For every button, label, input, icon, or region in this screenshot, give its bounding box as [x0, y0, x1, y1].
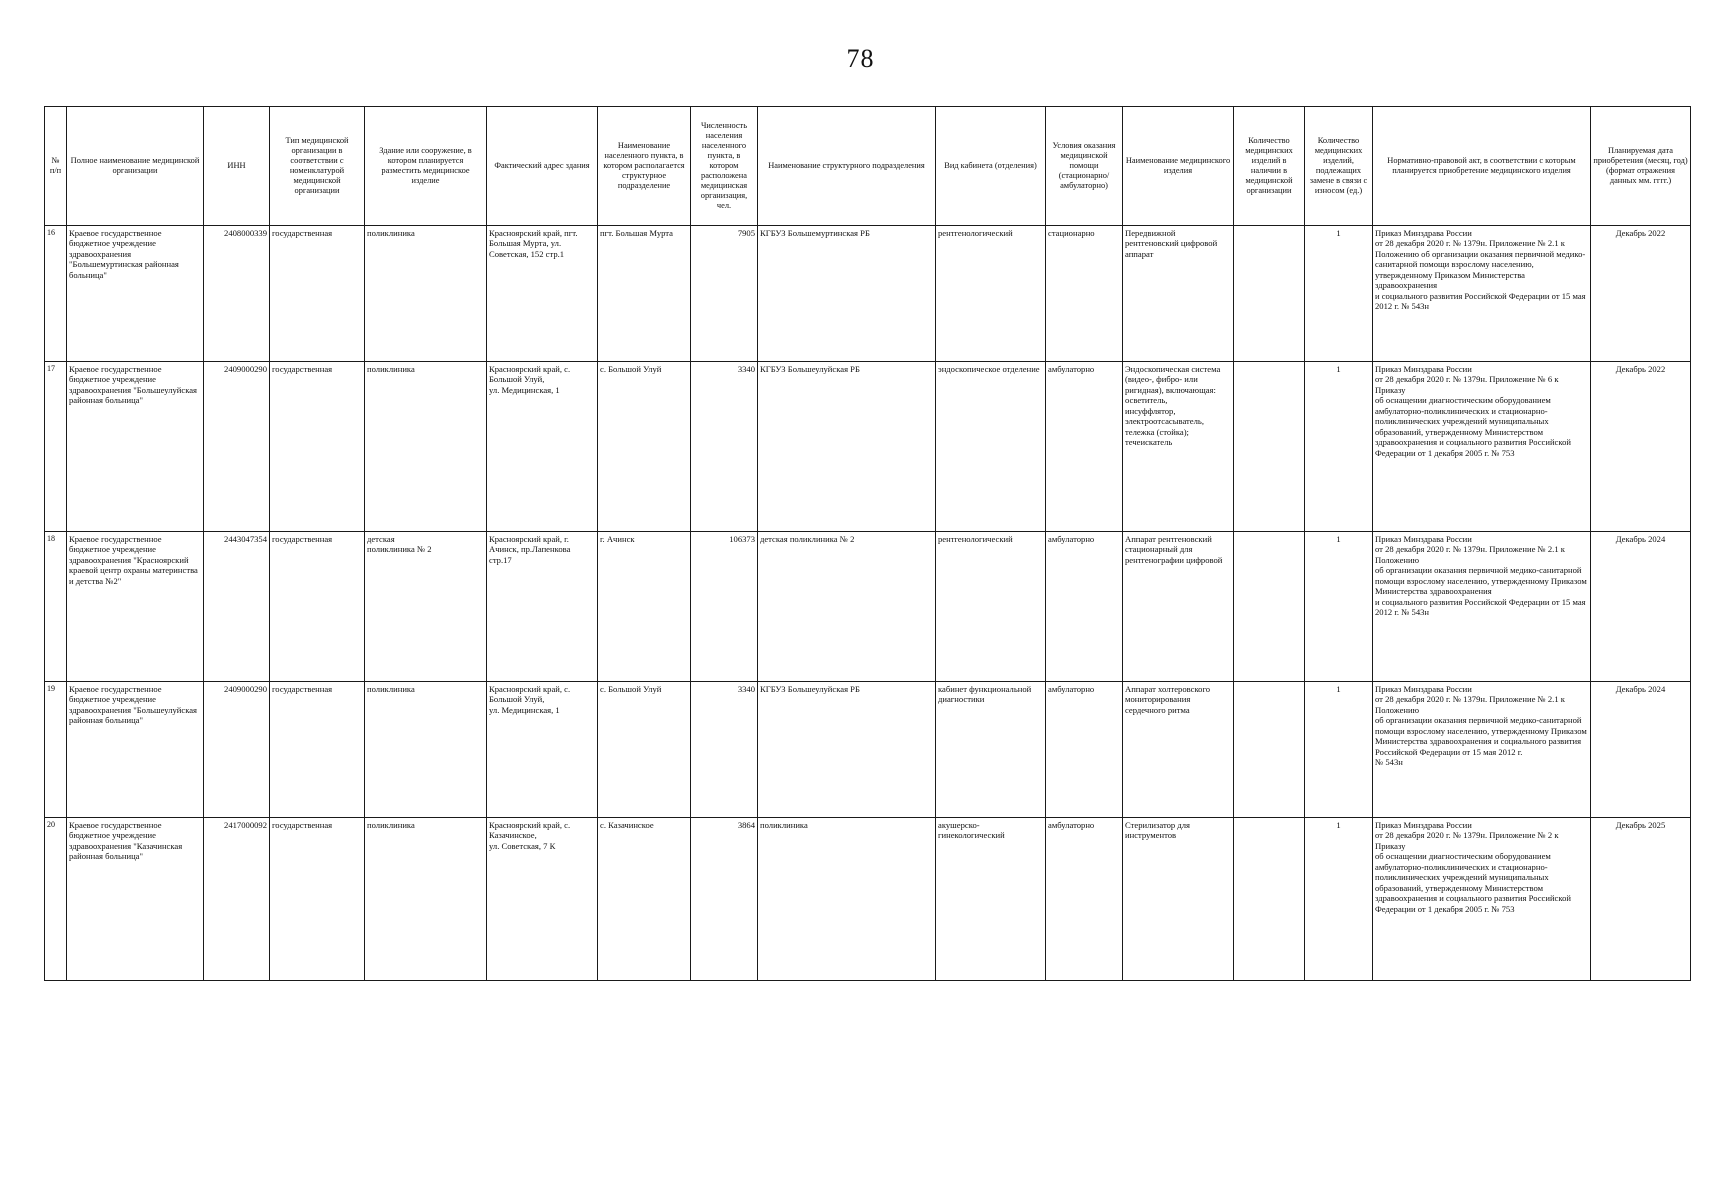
row-device: Аппарат рентгеновский стационарный для рентгенографии цифровой [1123, 532, 1234, 682]
row-type: государственная [270, 532, 365, 682]
row-qty-have [1234, 362, 1305, 532]
row-date: Декабрь 2025 [1591, 818, 1691, 981]
row-building: поликлиника [365, 362, 487, 532]
row-building: поликлиника [365, 226, 487, 362]
row-device: Аппарат холтеровского мониторирования сердечного ритма [1123, 682, 1234, 818]
row-num: 17 [45, 362, 67, 532]
row-qty-replace: 1 [1305, 226, 1373, 362]
row-inn: 2409000290 [204, 682, 270, 818]
table-row [45, 226, 1691, 362]
row-conditions: стационарно [1046, 226, 1123, 362]
table-row [45, 682, 1691, 818]
table-row [45, 532, 1691, 682]
row-address: Красноярский край, г. Ачинск, пр.Лапенкова стр.17 [487, 532, 598, 682]
page-number: 78 [846, 44, 875, 73]
row-qty-replace: 1 [1305, 818, 1373, 981]
row-num: 19 [45, 682, 67, 818]
row-unit: КГБУЗ Большеулуйская РБ [758, 362, 936, 532]
row-inn: 2417000092 [204, 818, 270, 981]
header-conditions: Условия оказания медицинской помощи (стационарно/ амбулаторно) [1046, 107, 1123, 226]
row-act: Приказ Минздрава России от 28 декабря 2020 г. № 1379н. Приложение № 6 к Приказу об оснащении диагностическим оборудованием амбулаторно-поликлинических и стационарно-поликлинических учреждений муниципальных образований, утвержденному Министерством здравоохранения и социального развития Российской Федерации от 1 декабря 2005 г. № 753 [1373, 362, 1591, 532]
row-qty-replace: 1 [1305, 362, 1373, 532]
row-population: 7905 [691, 226, 758, 362]
header-address: Фактический адрес здания [487, 107, 598, 226]
header-unit: Наименование структурного подразделения [758, 107, 936, 226]
row-cabinet: рентгенологический [936, 226, 1046, 362]
row-qty-have [1234, 226, 1305, 362]
row-type: государственная [270, 226, 365, 362]
row-act: Приказ Минздрава России от 28 декабря 2020 г. № 1379н. Приложение № 2.1 к Положению об организации оказания первичной медико-санитарной помощи взрослому населению, утвержденному Приказом Министерства здравоохранения и социального развития Российской Федерации от 15 мая 2012 г. № 543н [1373, 226, 1591, 362]
row-num: 20 [45, 818, 67, 981]
header-act: Нормативно-правовой акт, в соответствии с которым планируется приобретение медицинского изделия [1373, 107, 1591, 226]
row-population: 3340 [691, 682, 758, 818]
row-unit: КГБУЗ Большеулуйская РБ [758, 682, 936, 818]
row-settlement: с. Казачинское [598, 818, 691, 981]
row-population: 106373 [691, 532, 758, 682]
row-conditions: амбулаторно [1046, 362, 1123, 532]
row-address: Красноярский край, с. Казачинское, ул. Советская, 7 К [487, 818, 598, 981]
row-settlement: пгт. Большая Мурта [598, 226, 691, 362]
row-conditions: амбулаторно [1046, 818, 1123, 981]
row-qty-have [1234, 818, 1305, 981]
row-qty-have [1234, 682, 1305, 818]
header-qty-have: Количество медицинских изделий в наличии в медицинской организации [1234, 107, 1305, 226]
row-org: Краевое государственное бюджетное учреждение здравоохранения "Большеулуйская районная больница" [67, 682, 204, 818]
row-type: государственная [270, 818, 365, 981]
row-act: Приказ Минздрава России от 28 декабря 2020 г. № 1379н. Приложение № 2.1 к Положению об организации оказания первичной медико-санитарной помощи взрослому населению, утвержденному Приказом Министерства здравоохранения и социального развития Российской Федерации от 15 мая 2012 г. № 543н [1373, 532, 1591, 682]
row-conditions: амбулаторно [1046, 682, 1123, 818]
row-unit: детская поликлиника № 2 [758, 532, 936, 682]
row-settlement: г. Ачинск [598, 532, 691, 682]
header-settlement: Наименование населенного пункта, в котором располагается структурное подразделение [598, 107, 691, 226]
row-device: Стерилизатор для инструментов [1123, 818, 1234, 981]
row-num: 18 [45, 532, 67, 682]
row-population: 3340 [691, 362, 758, 532]
row-building: детская поликлиника № 2 [365, 532, 487, 682]
row-date: Декабрь 2022 [1591, 226, 1691, 362]
header-population: Численность населения населенного пункта, в котором расположена медицинская организация, чел. [691, 107, 758, 226]
row-address: Красноярский край, с. Большой Улуй, ул. Медицинская, 1 [487, 682, 598, 818]
row-cabinet: рентгенологический [936, 532, 1046, 682]
row-qty-replace: 1 [1305, 532, 1373, 682]
row-act: Приказ Минздрава России от 28 декабря 2020 г. № 1379н. Приложение № 2.1 к Положению об организации оказания первичной медико-санитарной помощи взрослому населению, утвержденному Приказом Министерства здравоохранения и социального развития Российской Федерации от 15 мая 2012 г. № 543н [1373, 682, 1591, 818]
row-org: Краевое государственное бюджетное учреждение здравоохранения "Большеулуйская районная больница" [67, 362, 204, 532]
header-org: Полное наименование медицинской организации [67, 107, 204, 226]
header-qty-replace: Количество медицинских изделий, подлежащих замене в связи с износом (ед.) [1305, 107, 1373, 226]
row-inn: 2409000290 [204, 362, 270, 532]
row-org: Краевое государственное бюджетное учреждение здравоохранения "Большемуртинская районная больница" [67, 226, 204, 362]
row-device: Эндоскопическая система (видео-, фибро- или ригидная), включающая: осветитель, инсуффлятор, электроотсасыватель, тележка (стойка); течеискатель [1123, 362, 1234, 532]
row-building: поликлиника [365, 818, 487, 981]
row-cabinet: акушерско-гинекологический [936, 818, 1046, 981]
row-date: Декабрь 2022 [1591, 362, 1691, 532]
row-org: Краевое государственное бюджетное учреждение здравоохранения "Казачинская районная больница" [67, 818, 204, 981]
equipment-table [44, 106, 1691, 981]
row-population: 3864 [691, 818, 758, 981]
row-num: 16 [45, 226, 67, 362]
row-type: государственная [270, 362, 365, 532]
row-building: поликлиника [365, 682, 487, 818]
row-inn: 2443047354 [204, 532, 270, 682]
table-row [45, 818, 1691, 981]
row-settlement: с. Большой Улуй [598, 362, 691, 532]
row-cabinet: кабинет функциональной диагностики [936, 682, 1046, 818]
header-inn: ИНН [204, 107, 270, 226]
row-conditions: амбулаторно [1046, 532, 1123, 682]
row-cabinet: эндоскопическое отделение [936, 362, 1046, 532]
header-type: Тип медицинской организации в соответствии с номенклатурой медицинской организации [270, 107, 365, 226]
row-inn: 2408000339 [204, 226, 270, 362]
row-unit: поликлиника [758, 818, 936, 981]
header-cabinet: Вид кабинета (отделения) [936, 107, 1046, 226]
row-unit: КГБУЗ Большемуртинская РБ [758, 226, 936, 362]
row-address: Красноярский край, с. Большой Улуй, ул. Медицинская, 1 [487, 362, 598, 532]
row-date: Декабрь 2024 [1591, 682, 1691, 818]
header-building: Здание или сооружение, в котором планируется разместить медицинское изделие [365, 107, 487, 226]
row-address: Красноярский край, пгт. Большая Мурта, ул. Советская, 152 стр.1 [487, 226, 598, 362]
header-date: Планируемая дата приобретения (месяц, год) (формат отражения данных мм. гггг.) [1591, 107, 1691, 226]
row-qty-replace: 1 [1305, 682, 1373, 818]
row-org: Краевое государственное бюджетное учреждение здравоохранения "Красноярский краевой центр охраны материнства и детства №2" [67, 532, 204, 682]
row-settlement: с. Большой Улуй [598, 682, 691, 818]
row-device: Передвижной рентгеновский цифровой аппарат [1123, 226, 1234, 362]
table-row [45, 362, 1691, 532]
row-date: Декабрь 2024 [1591, 532, 1691, 682]
row-qty-have [1234, 532, 1305, 682]
row-act: Приказ Минздрава России от 28 декабря 2020 г. № 1379н. Приложение № 2 к Приказу об оснащении диагностическим оборудованием амбулаторно-поликлинических и стационарно-поликлинических учреждений муниципальных образований, утвержденному Министерством здравоохранения и социального развития Российской Федерации от 1 декабря 2005 г. № 753 [1373, 818, 1591, 981]
header-num: № п/п [45, 107, 67, 226]
table-header-row [45, 107, 1691, 226]
header-device: Наименование медицинского изделия [1123, 107, 1234, 226]
row-type: государственная [270, 682, 365, 818]
